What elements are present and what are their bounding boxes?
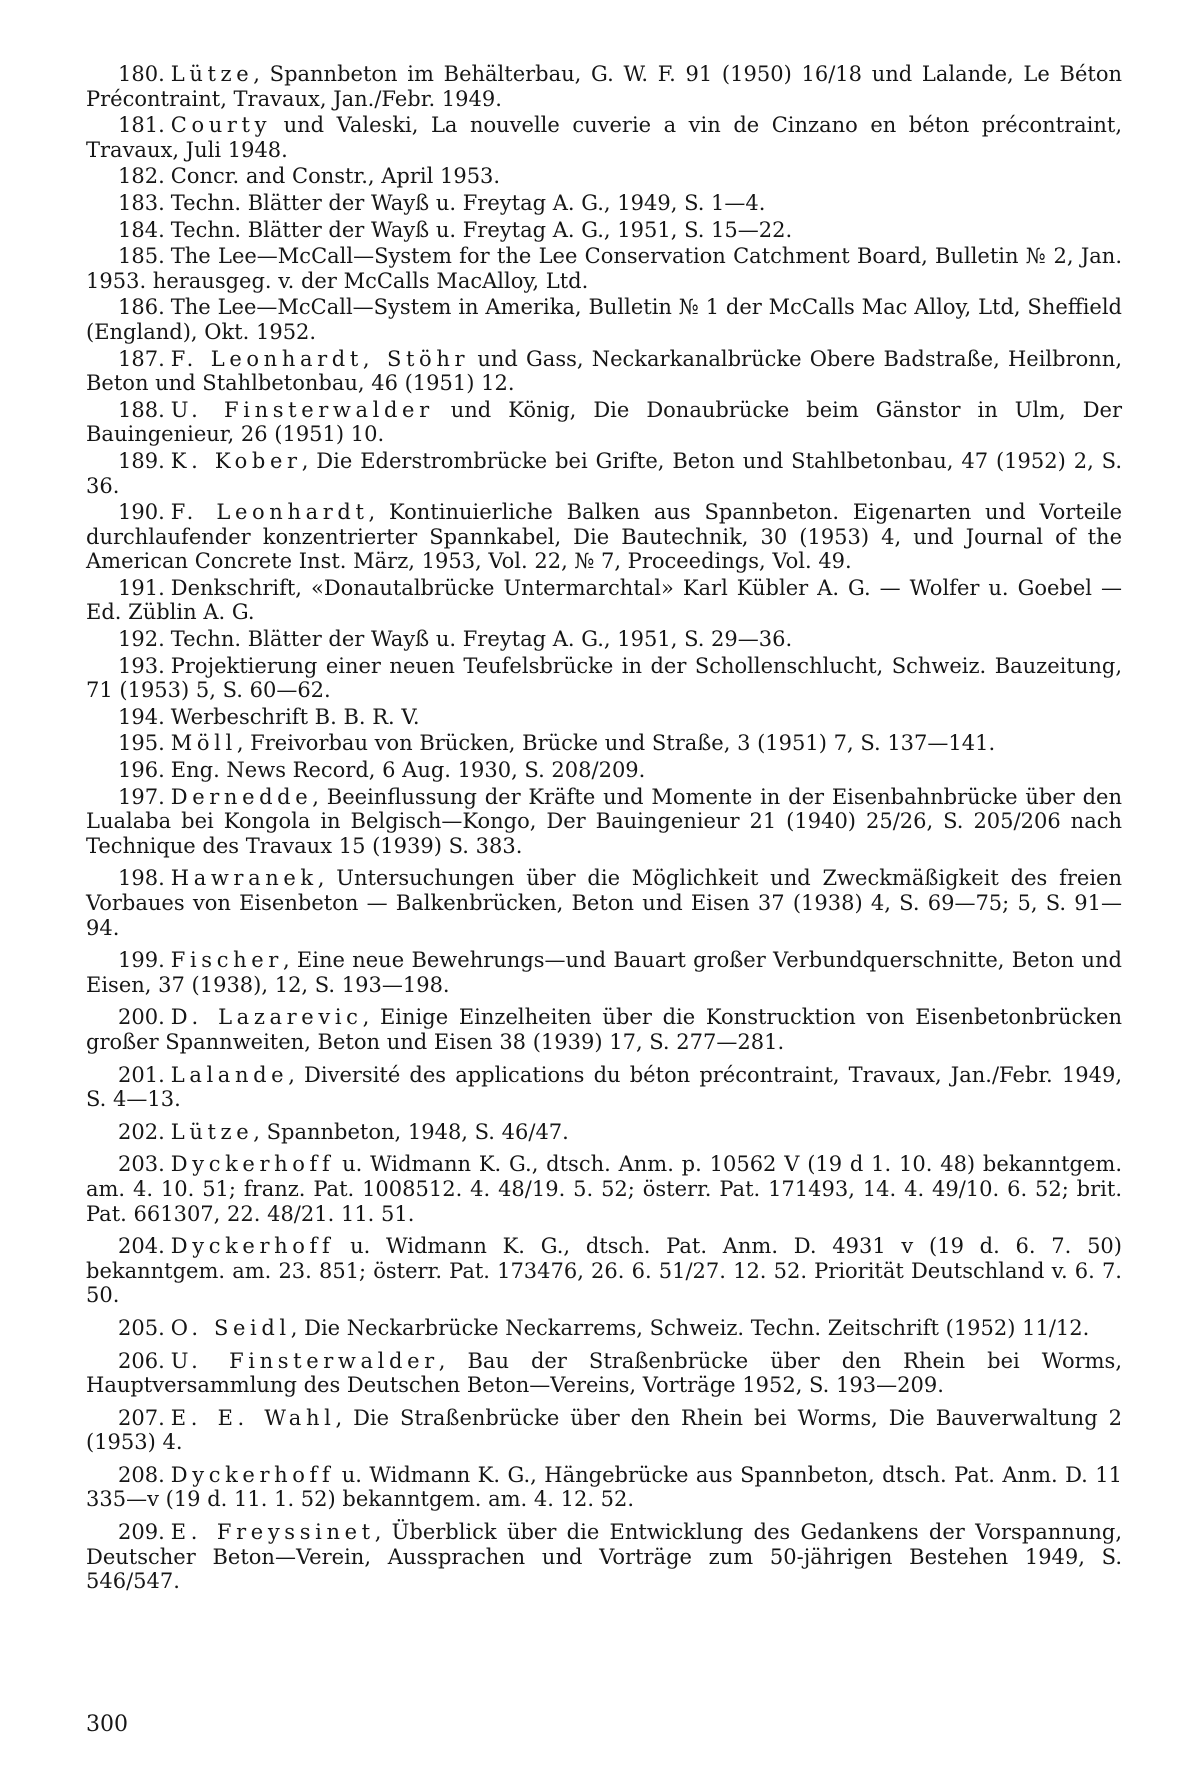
reference-text: , Eine neue Bewehrungs—und Bauart großer Verbundquerschnitte, Beton und Eisen, 37 (1938), 12, S. 193—198.	[86, 948, 1122, 997]
reference-number: 196.	[118, 758, 165, 783]
reference-number: 204.	[118, 1234, 165, 1259]
reference-entry	[86, 1349, 1122, 1398]
reference-number: 189.	[118, 448, 165, 473]
reference-number: 187.	[118, 346, 165, 371]
reference-author: Dernedde	[170, 784, 313, 809]
reference-number: 180.	[118, 62, 165, 86]
reference-list	[86, 62, 1122, 1596]
reference-author: E. E. Wahl	[170, 1405, 336, 1430]
reference-number: 198.	[118, 866, 165, 891]
reference-number: 190.	[118, 500, 165, 525]
reference-text: The Lee—McCall—System in Amerika, Bulletin № 1 der McCalls Mac Alloy, Ltd, Sheffield (England), Okt. 1952.	[86, 295, 1122, 344]
reference-number: 186.	[118, 295, 165, 320]
reference-text: u. Widmann K. G., Hängebrücke aus Spannbeton, dtsch. Pat. Anm. D. 11 335—v (19 d. 11. 1. 52) bekanntgem. am. 4. 12. 52.	[86, 1462, 1122, 1512]
reference-number: 192.	[118, 627, 165, 652]
reference-entry	[86, 785, 1122, 859]
reference-author: U. Finsterwalder	[170, 397, 434, 422]
reference-number: 205.	[118, 1315, 165, 1340]
reference-entry	[86, 627, 1122, 652]
reference-text: , Überblick über die Entwicklung des Gedankens der Vorspannung, Deutscher Beton—Verein, Aussprachen und Vorträge zum 50-jährigen Bestehen 1949, S. 546/547.	[86, 1520, 1123, 1594]
reference-author: F. Leonhardt	[170, 500, 369, 525]
reference-author: Hawranek	[170, 866, 318, 891]
reference-entry	[86, 191, 1122, 216]
reference-entry	[86, 1005, 1122, 1054]
reference-number: 184.	[118, 217, 165, 242]
reference-author: Fischer	[170, 948, 283, 973]
reference-text: und König, Die Donaubrücke beim Gänstor in Ulm, Der Bauingenieur, 26 (1951) 10.	[86, 397, 1123, 447]
reference-text: Techn. Blätter der Wayß u. Freytag A. G., 1951, S. 29—36.	[170, 627, 793, 652]
reference-text: , Bau der Straßenbrücke über den Rhein bei Worms, Hauptversammlung des Deutschen Beton—Vereins, Vorträge 1952, S. 193—209.	[86, 1348, 1122, 1398]
reference-text: , Spannbeton, 1948, S. 46/47.	[253, 1119, 569, 1144]
reference-entry	[86, 576, 1122, 625]
reference-author: Lütze	[170, 62, 254, 86]
reference-author: Möll	[170, 731, 237, 756]
reference-entry	[86, 218, 1122, 243]
reference-text: Werbeschrift B. B. R. V.	[170, 704, 420, 729]
reference-number: 181.	[118, 113, 165, 138]
reference-text: Techn. Blätter der Wayß u. Freytag A. G., 1949, S. 1—4.	[170, 190, 766, 215]
reference-entry	[86, 731, 1122, 756]
reference-text: , Beeinflussung der Kräfte und Momente in der Eisenbahnbrücke über den Lualaba bei Kongola in Belgisch—Kongo, Der Bauingenieur 21 (1940) 25/26, S. 205/206 nach Technique des Travaux 15 (1939) S. 383.	[86, 784, 1122, 858]
reference-author: E. Freyssinet	[170, 1520, 375, 1545]
reference-entry	[86, 654, 1122, 703]
reference-entry	[86, 1152, 1122, 1226]
reference-text: Eng. News Record, 6 Aug. 1930, S. 208/209.	[170, 758, 646, 783]
reference-text: u. Widmann K. G., dtsch. Pat. Anm. D. 4931 v (19 d. 6. 7. 50) bekanntgem. am. 23. 851; österr. Pat. 173476, 26. 6. 51/27. 12. 52. Priorität Deutschland v. 6. 7. 50.	[86, 1234, 1122, 1308]
reference-number: 185.	[118, 244, 165, 269]
reference-author: Lalande	[170, 1062, 289, 1087]
reference-text: und Gass, Neckarkanalbrücke Obere Badstraße, Heilbronn, Beton und Stahlbetonbau, 46 (1951) 12.	[86, 346, 1122, 396]
reference-text: , Einige Einzelheiten über die Konstrucktion von Eisenbetonbrücken großer Spannweiten, Beton und Eisen 38 (1939) 17, S. 277—281.	[86, 1005, 1122, 1054]
reference-number: 203.	[118, 1152, 165, 1177]
reference-author: Dyckerhoff	[170, 1152, 335, 1177]
reference-author: K. Kober	[170, 448, 302, 473]
reference-entry	[86, 1463, 1122, 1512]
reference-author: O. Seidl	[170, 1315, 291, 1340]
reference-entry	[86, 1406, 1122, 1455]
reference-entry	[86, 500, 1122, 574]
reference-number: 208.	[118, 1462, 165, 1487]
reference-number: 194.	[118, 704, 165, 729]
reference-text: , Diversité des applications du béton précontraint, Travaux, Jan./Febr. 1949, S. 4—13.	[86, 1062, 1122, 1112]
reference-author: Dyckerhoff	[170, 1462, 335, 1487]
reference-number: 183.	[118, 190, 165, 215]
reference-number: 209.	[118, 1520, 165, 1545]
reference-entry	[86, 449, 1122, 498]
reference-entry	[86, 705, 1122, 730]
reference-text: , Die Neckarbrücke Neckarrems, Schweiz. Techn. Zeitschrift (1952) 11/12.	[290, 1315, 1090, 1340]
reference-number: 191.	[118, 575, 165, 600]
reference-text: , Kontinuierliche Balken aus Spannbeton. Eigenarten und Vorteile durchlaufender konzentrierter Spannkabel, Die Bautechnik, 30 (1953) 4, und Journal of the American Concrete Inst. März, 1953, Vol. 22, № 7, Proceedings, Vol. 49.	[86, 500, 1122, 574]
reference-number: 202.	[118, 1119, 165, 1144]
reference-number: 199.	[118, 948, 165, 973]
reference-text: Denkschrift, «Donautalbrücke Untermarchtal» Karl Kübler A. G. — Wolfer u. Goebel — Ed. Züblin A. G.	[86, 575, 1122, 625]
reference-number: 182.	[118, 164, 165, 189]
reference-author: D. Lazarevic	[170, 1005, 363, 1030]
reference-text: Concr. and Constr., April 1953.	[170, 164, 501, 189]
reference-author: U. Finsterwalder	[170, 1348, 439, 1373]
reference-number: 201.	[118, 1062, 165, 1087]
reference-text: , Die Ederstrombrücke bei Grifte, Beton und Stahlbetonbau, 47 (1952) 2, S. 36.	[86, 448, 1122, 498]
reference-entry	[86, 295, 1122, 344]
reference-author: Courty	[170, 113, 272, 138]
reference-number: 200.	[118, 1005, 165, 1030]
reference-entry	[86, 1520, 1122, 1594]
reference-entry	[86, 1120, 1122, 1145]
reference-entry	[86, 1234, 1122, 1308]
reference-entry	[86, 398, 1122, 447]
page-number: 300	[86, 1712, 128, 1737]
reference-entry	[86, 347, 1122, 396]
reference-entry	[86, 866, 1122, 940]
reference-entry	[86, 244, 1122, 293]
reference-number: 207.	[118, 1405, 165, 1430]
reference-author: Dyckerhoff	[170, 1234, 335, 1259]
reference-entry	[86, 1063, 1122, 1112]
reference-author: F. Leonhardt, Stöhr	[170, 346, 470, 371]
reference-number: 197.	[118, 784, 165, 809]
reference-text: The Lee—McCall—System for the Lee Conservation Catchment Board, Bulletin № 2, Jan. 1953. herausgeg. v. der McCalls MacAlloy, Ltd.	[86, 244, 1122, 293]
reference-number: 206.	[118, 1348, 165, 1373]
reference-text: und Valeski, La nouvelle cuverie a vin de Cinzano en béton précontraint, Travaux, Juli 1948.	[86, 113, 1122, 162]
reference-text: u. Widmann K. G., dtsch. Anm. p. 10562 V (19 d 1. 10. 48) bekanntgem. am. 4. 10. 51; franz. Pat. 1008512. 4. 48/19. 5. 52; österr. Pat. 171493, 14. 4. 49/10. 6. 52; brit. Pat. 661307, 22. 48/21. 11. 51.	[86, 1152, 1122, 1226]
reference-text: , Spannbeton im Behälterbau, G. W. F. 91 (1950) 16/18 und Lalande, Le Béton Précontraint, Travaux, Jan./Febr. 1949.	[86, 62, 1122, 111]
reference-number: 195.	[118, 731, 165, 756]
reference-entry	[86, 164, 1122, 189]
reference-entry	[86, 758, 1122, 783]
reference-text: , Freivorbau von Brücken, Brücke und Straße, 3 (1951) 7, S. 137—141.	[236, 731, 996, 756]
reference-entry	[86, 1316, 1122, 1341]
reference-text: Techn. Blätter der Wayß u. Freytag A. G., 1951, S. 15—22.	[170, 217, 793, 242]
reference-text: Projektierung einer neuen Teufelsbrücke in der Schollenschlucht, Schweiz. Bauzeitung, 71 (1953) 5, S. 60—62.	[86, 653, 1122, 703]
reference-entry	[86, 62, 1122, 111]
reference-text: , Die Straßenbrücke über den Rhein bei Worms, Die Bauverwaltung 2 (1953) 4.	[86, 1405, 1122, 1455]
reference-number: 188.	[118, 397, 165, 422]
reference-text: , Untersuchungen über die Möglichkeit und Zweckmäßigkeit des freien Vorbaues von Eisenbeton — Balkenbrücken, Beton und Eisen 37 (1938) 4, S. 69—75; 5, S. 91—94.	[86, 866, 1122, 940]
reference-entry	[86, 113, 1122, 162]
reference-entry	[86, 948, 1122, 997]
reference-author: Lütze	[170, 1119, 254, 1144]
reference-number: 193.	[118, 653, 165, 678]
